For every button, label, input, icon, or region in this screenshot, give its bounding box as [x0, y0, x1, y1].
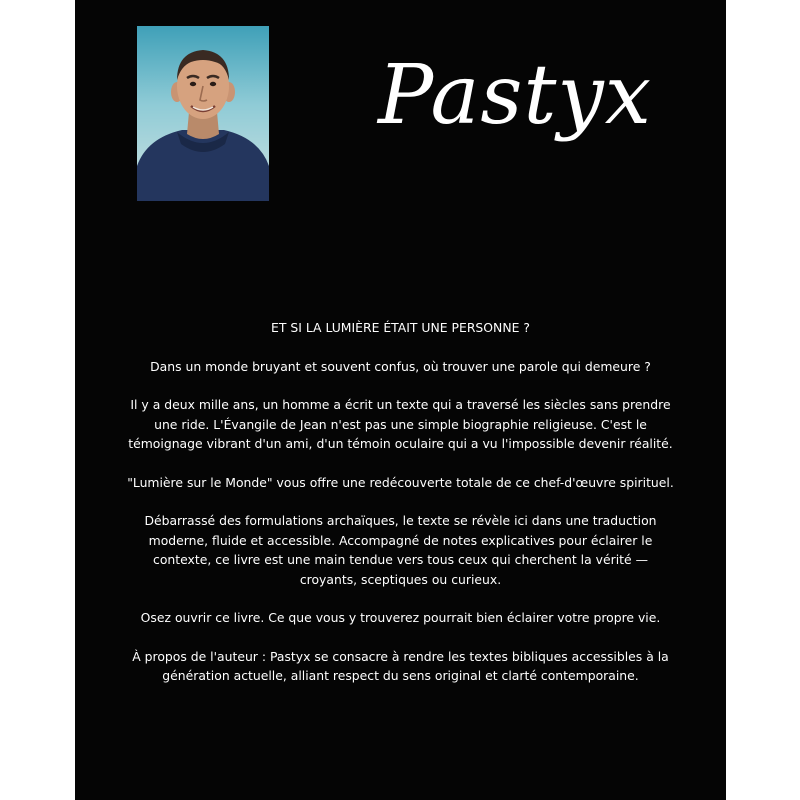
blurb-paragraph: Il y a deux mille ans, un homme a écrit un texte qui a traversé les siècles sans prendre une ride. L'Évangile de Jean n'est pas une simple biographie religieuse. C'est le témoignage vibrant d'un ami, d'un témoin oculaire qui a vu l'impossible devenir réalité. — [128, 397, 673, 451]
author-photo-icon — [137, 26, 269, 201]
about-author-paragraph: À propos de l'auteur : Pastyx se consacre à rendre les textes bibliques accessibles à la génération actuelle, alliant respect du sens original et clarté contemporaine. — [132, 648, 669, 683]
blurb-paragraph: Débarrassé des formulations archaïques, le texte se révèle ici dans une traduction moderne, fluide et accessible. Accompagné de notes explicatives pour éclairer le contexte, ce livre est une main tendue vers tous ceux qui cherchent la vérité — croyants, sceptiques ou curieux. — [144, 513, 657, 587]
back-cover — [75, 0, 726, 800]
back-cover-blurb — [123, 318, 678, 705]
author-portrait — [137, 26, 269, 201]
author-name: Pastyx — [378, 48, 652, 143]
blurb-paragraph: "Lumière sur le Monde" vous offre une redécouverte totale de ce chef-d'œuvre spirituel. — [127, 474, 674, 490]
blurb-paragraph: Osez ouvrir ce livre. Ce que vous y trouverez pourrait bien éclairer votre propre vie. — [140, 610, 661, 625]
blurb-headline: ET SI LA LUMIÈRE ÉTAIT UNE PERSONNE ? — [271, 320, 530, 335]
blurb-paragraph: Dans un monde bruyant et souvent confus, où trouver une parole qui demeure ? — [150, 358, 651, 374]
